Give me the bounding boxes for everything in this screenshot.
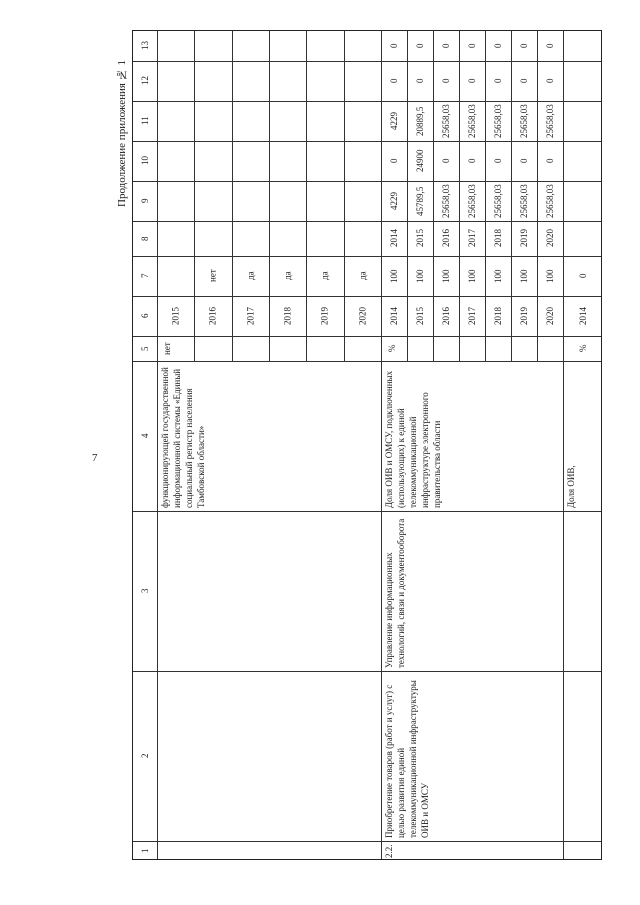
block2-local: 0	[389, 78, 399, 84]
block1-year: 2020	[357, 307, 368, 325]
block2-regional: 25658,03	[493, 104, 503, 138]
block2-regional: 4229	[389, 112, 399, 130]
block2-federal: 0	[389, 158, 399, 164]
block2-unit: %	[387, 344, 397, 353]
block2-regional: 25658,03	[441, 104, 451, 138]
block2-indicator: Доля ОИВ и ОМСУ, подключенных (использующих) к единой телекоммуникационной инфраструктуре электронного правительства области	[384, 370, 442, 508]
block2-number: 2.2.	[384, 844, 394, 858]
block2-federal: 24900	[415, 149, 425, 173]
continuation-title: Продолжение приложения № 1	[116, 60, 128, 208]
table-grid-line	[485, 31, 486, 361]
table-grid-line	[133, 336, 602, 337]
block2-year: 2016	[441, 307, 451, 325]
block2-year: 2020	[545, 307, 555, 325]
table-grid-line	[537, 31, 538, 361]
block2-other: 0	[389, 43, 399, 49]
block1-year: 2018	[282, 307, 293, 325]
column-number-3: 3	[140, 588, 150, 594]
table-grid-line	[511, 31, 512, 361]
block2-regional: 25658,03	[467, 104, 477, 138]
column-number-8: 8	[140, 236, 150, 241]
table-grid-line	[407, 31, 408, 361]
block2-local: 0	[441, 78, 451, 84]
column-number-4: 4	[140, 433, 150, 439]
block1-year: 2016	[207, 307, 218, 325]
column-number-9: 9	[140, 198, 150, 204]
block3-unit: %	[578, 344, 588, 353]
block2-fin-year: 2018	[493, 229, 503, 248]
block2-target: 100	[389, 269, 399, 283]
block2-fin-year: 2015	[415, 229, 425, 248]
block1-answer: да	[319, 271, 330, 281]
block2-federal: 0	[441, 158, 451, 164]
block2-regional: 25658,03	[545, 104, 555, 138]
block2-federal: 0	[545, 158, 555, 164]
block2-target: 100	[519, 269, 529, 283]
table-grid-line	[433, 31, 434, 361]
block2-fin-year: 2014	[389, 229, 399, 248]
block2-target: 100	[441, 269, 451, 283]
column-number-7: 7	[140, 273, 150, 279]
table-grid-line	[459, 31, 460, 361]
block2-year: 2017	[467, 307, 477, 325]
block2-other: 0	[415, 43, 425, 49]
block2-total: 4229	[389, 192, 399, 210]
block1-year: 2017	[245, 307, 256, 325]
block1-answer: да	[357, 271, 368, 281]
block2-regional: 20889,5	[415, 106, 425, 136]
block2-fin-year: 2019	[519, 229, 529, 248]
block2-year: 2014	[389, 307, 399, 325]
block2-local: 0	[545, 78, 555, 84]
table-grid-line	[344, 31, 345, 361]
block2-total: 25658,03	[545, 184, 555, 218]
block2-year: 2015	[415, 307, 425, 325]
page-number: 7	[92, 452, 98, 464]
block2-fin-year: 2017	[467, 229, 477, 248]
block2-other: 0	[493, 43, 503, 49]
block2-year: 2019	[519, 307, 529, 325]
block2-target: 100	[415, 269, 425, 283]
block3-year: 2014	[578, 307, 588, 325]
block2-federal: 0	[467, 158, 477, 164]
block2-total: 25658,03	[493, 184, 503, 218]
block1-indicator: функционирующей государственной информационной системы «Единый социальный регистр населения Тамбовской области»	[160, 367, 206, 508]
block2-total: 25658,03	[519, 184, 529, 218]
block2-local: 0	[467, 78, 477, 84]
column-number-12: 12	[140, 76, 150, 86]
block1-unit: нет	[162, 342, 172, 355]
column-number-11: 11	[140, 116, 150, 126]
block3-target: 0	[578, 273, 588, 279]
block2-fin-year: 2016	[441, 229, 451, 248]
block2-target: 100	[493, 269, 503, 283]
block2-event: Приобретение товаров (работ и услуг) с целью развития единой телекоммуникационной инфраструктуры ОИВ и ОМСУ	[384, 680, 430, 838]
block2-other: 0	[467, 43, 477, 49]
table-grid-line	[269, 31, 270, 361]
block2-other: 0	[441, 43, 451, 49]
block3-indicator: Доля ОИВ,	[566, 465, 576, 508]
column-number-10: 10	[140, 156, 150, 166]
block2-federal: 0	[493, 158, 503, 164]
table-grid-line	[232, 31, 233, 361]
block2-federal: 0	[519, 158, 529, 164]
block2-local: 0	[493, 78, 503, 84]
block2-fin-year: 2020	[545, 229, 555, 248]
column-number-13: 13	[140, 41, 150, 51]
block1-year: 2019	[319, 307, 330, 325]
block2-executor: Управление информационных технологий, связи и документооборота	[384, 518, 406, 668]
column-number-2: 2	[140, 753, 150, 759]
table-grid-line	[194, 31, 195, 361]
program-table	[132, 30, 602, 860]
block2-other: 0	[545, 43, 555, 49]
block2-target: 100	[545, 269, 555, 283]
block2-local: 0	[415, 78, 425, 84]
column-number-1: 1	[140, 848, 150, 854]
block1-answer: да	[245, 271, 256, 281]
block1-answer	[157, 256, 194, 296]
column-number-5: 5	[140, 346, 150, 351]
block1-answer: нет	[207, 269, 218, 283]
block2-total: 45789,5	[415, 186, 425, 216]
table-grid-line	[306, 31, 307, 361]
block1-answer: да	[282, 271, 293, 281]
block2-target: 100	[467, 269, 477, 283]
block2-other: 0	[519, 43, 529, 49]
block2-total: 25658,03	[467, 184, 477, 218]
block1-year: 2015	[170, 307, 181, 325]
block2-year: 2018	[493, 307, 503, 325]
block2-local: 0	[519, 78, 529, 84]
block2-regional: 25658,03	[519, 104, 529, 138]
column-number-6: 6	[140, 313, 150, 319]
block2-total: 25658,03	[441, 184, 451, 218]
